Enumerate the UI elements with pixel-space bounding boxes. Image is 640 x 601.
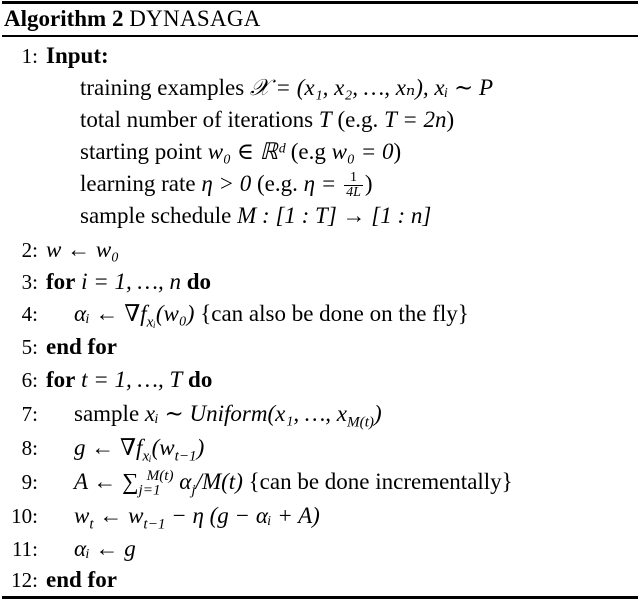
keyword-do: do: [186, 269, 212, 294]
input-text: training examples: [80, 75, 250, 100]
input-sample-schedule: [0, 200, 640, 232]
line-number: 4:: [21, 302, 38, 326]
statement-text: sample: [74, 401, 145, 426]
line-number: 7:: [21, 402, 38, 426]
keyword-do: do: [188, 367, 213, 392]
input-text: starting point: [80, 139, 208, 164]
line-number: 5:: [21, 335, 38, 359]
statement-math: (w: [151, 435, 175, 460]
statement-math: /M(t): [195, 469, 243, 494]
line-number: 8:: [21, 436, 38, 460]
algo-line-12: [0, 564, 640, 596]
line-number: 1:: [21, 44, 38, 68]
top-rule: [2, 1, 638, 4]
statement-math: w: [74, 503, 90, 528]
fraction-numerator: 1: [344, 171, 363, 186]
input-math: 𝒳 = (x₁, x₂, …, xₙ), xᵢ ∼ P: [249, 75, 494, 100]
keyword-input: Input:: [46, 43, 109, 68]
algo-line-5: [0, 331, 640, 363]
algo-line-4: [0, 298, 640, 330]
statement-math: i = 1, …, n: [81, 269, 181, 294]
algorithm-title: [4, 5, 261, 33]
subscript: t: [89, 515, 94, 533]
statement-math: αᵢ ← ∇f: [74, 301, 147, 326]
algo-line-10: [0, 500, 640, 532]
algo-line-7: [0, 398, 640, 430]
algorithm-name: DYNASAGA: [129, 6, 261, 31]
input-starting-point: [0, 136, 640, 168]
keyword-for: for: [46, 367, 76, 392]
input-math: w₀ = 0: [331, 139, 394, 164]
keyword-end-for: end for: [46, 334, 117, 359]
input-text: (e.g: [285, 139, 332, 164]
statement-math: w ← w₀: [46, 237, 120, 262]
line-number: 11:: [11, 537, 38, 561]
comment: {can also be done on the fly}: [200, 301, 469, 326]
fraction-denominator: 4L: [346, 185, 361, 201]
statement-math: α: [173, 469, 192, 494]
statement-math: xᵢ ∼ Uniform(x₁, …, x: [144, 401, 347, 426]
statement-math: ): [196, 435, 205, 460]
comment: {can be done incrementally}: [248, 469, 513, 494]
subscript: t−1: [143, 515, 166, 533]
input-iterations: [0, 104, 640, 136]
statement-math: A ← ∑: [74, 469, 139, 494]
algo-line-6: [0, 364, 640, 396]
bottom-rule: [2, 596, 638, 599]
input-text: ): [446, 107, 455, 132]
input-text: ): [364, 171, 373, 196]
subscript: xᵢ: [146, 313, 156, 331]
statement-math: t = 1, …, T: [81, 367, 183, 392]
algo-line-8: [0, 432, 640, 464]
input-math: w₀ ∈ ℝᵈ: [207, 139, 285, 164]
subscript: xᵢ: [142, 447, 152, 465]
input-text: sample schedule: [80, 203, 238, 228]
keyword-end-for: end for: [46, 567, 117, 592]
input-training-examples: [0, 72, 640, 104]
algo-line-11: [0, 533, 640, 565]
algo-line-2: [0, 234, 640, 266]
input-math: M : [1 : T] → [1 : n]: [237, 203, 432, 228]
algo-line-9: [0, 466, 640, 498]
input-math: T = 2n: [384, 107, 447, 132]
statement-math: g ← ∇f: [74, 435, 143, 460]
line-number: 10:: [11, 504, 38, 528]
algorithm-label: Algorithm 2: [4, 6, 124, 31]
statement-math: − η (g − αᵢ + A): [165, 503, 320, 528]
statement-math: (w₀): [155, 301, 195, 326]
algo-line-3: [0, 266, 640, 298]
input-text: (e.g.: [331, 107, 385, 132]
line-number: 12:: [11, 568, 38, 592]
input-text: (e.g.: [251, 171, 304, 196]
input-learning-rate: [0, 168, 640, 200]
input-text: learning rate: [80, 171, 202, 196]
input-text: ): [393, 139, 402, 164]
line-number: 2:: [21, 238, 38, 262]
line-number: 9:: [21, 470, 38, 494]
fraction: [344, 171, 363, 200]
subscript: j: [191, 481, 196, 499]
input-math: η > 0: [201, 171, 252, 196]
keyword-for: for: [46, 269, 76, 294]
algo-line-1: [0, 40, 640, 72]
statement-math: ): [373, 401, 382, 426]
statement-math: ← w: [93, 503, 144, 528]
line-number: 6:: [21, 368, 38, 392]
statement-math: αᵢ ← g: [74, 536, 136, 561]
subscript: M(t): [347, 413, 374, 431]
superscript: M(t): [146, 467, 174, 485]
input-math: T: [318, 107, 332, 132]
header-rule: [2, 35, 638, 37]
subscript: j=1: [138, 481, 161, 499]
line-number: 3:: [21, 270, 38, 294]
input-math: η =: [303, 171, 343, 196]
input-text: total number of iterations: [80, 107, 319, 132]
subscript: t−1: [174, 447, 197, 465]
